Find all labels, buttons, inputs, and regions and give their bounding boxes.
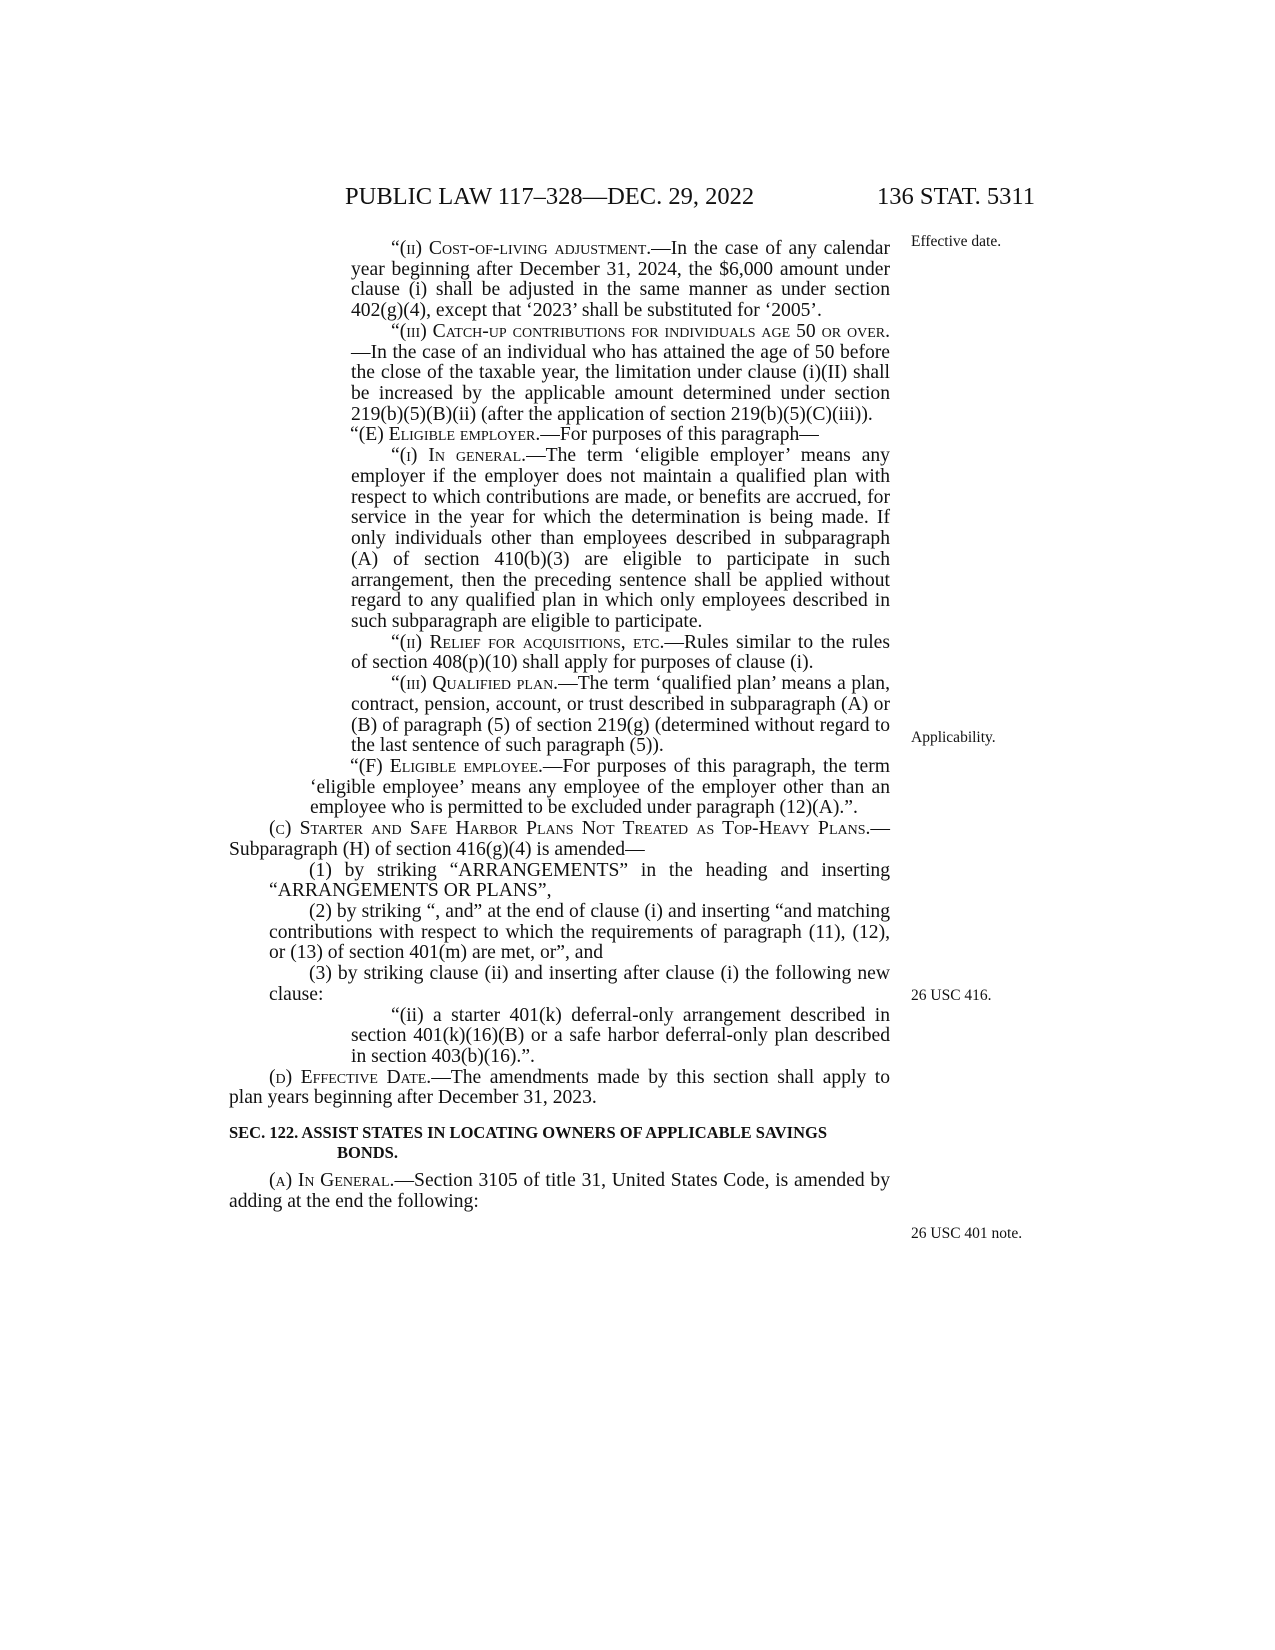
clause-iii-catch-up: “(iii) Catch-up contributions for individuals age 50 or over.—In the case of an individual who has attained the age of 50 before the close of the taxable year, the limitation under clause (i)(II) shall be increased by the applicable amount determined under section 219(b)(5)(B)(ii) (after the application of section 219(b)(5)(C)(iii)). <box>351 320 890 425</box>
header-public-law: PUBLIC LAW 117–328—DEC. 29, 2022 <box>345 183 755 210</box>
subsection-d-effective-date: (d) Effective Date.—The amendments made by this section shall apply to plan years beginning after December 31, 2023. <box>229 1066 890 1109</box>
margin-note-26-usc-401: 26 USC 401 note. <box>911 1225 1023 1242</box>
quoted-clause-ii: “(ii) a starter 401(k) deferral-only arrangement described in section 401(k)(16)(B) or a safe harbor deferral-only plan described in section 403(b)(16).”. <box>351 1004 890 1068</box>
clause-e-ii-relief: “(ii) Relief for acquisitions, etc.—Rules similar to the rules of section 408(p)(10) shall apply for purposes of clause (i). <box>351 631 890 674</box>
header-stat-page: 136 STAT. 5311 <box>877 183 1035 210</box>
subsection-c-starter-plans: (c) Starter and Safe Harbor Plans Not Treated as Top-Heavy Plans.—Subparagraph (H) of section 416(g)(4) is amended— <box>229 818 890 860</box>
page-header <box>345 183 1035 219</box>
item-c-1: (1) by striking “ARRANGEMENTS” in the heading and inserting “ARRANGEMENTS OR PLANS”, <box>269 859 890 902</box>
clause-e-i-in-general: “(i) In general.—The term ‘eligible employer’ means any employer if the employer does not maintain a qualified plan with respect to which contributions are made, or benefits are accrued, for service in the year for which the determination is being made. If only individuals other than employees described in subparagraph (A) of section 410(b)(3) are eligible to participate in such arrangement, then the preceding sentence shall be applied without regard to any qualified plan in which only employees described in such subparagraph are eligible to participate. <box>351 445 890 632</box>
clause-e-iii-qualified-plan: “(iii) Qualified plan.—The term ‘qualified plan’ means a plan, contract, pension, account, or trust described in subparagraph (A) or (B) of paragraph (5) of section 219(g) (determined without regard to the last sentence of such paragraph (5)). <box>351 673 890 757</box>
document-body <box>229 239 890 1213</box>
margin-note-26-usc-416: 26 USC 416. <box>911 987 992 1004</box>
subparagraph-e-eligible-employer: “(E) Eligible employer.—For purposes of this paragraph— <box>350 424 819 446</box>
subparagraph-f-eligible-employee: “(F) Eligible employee.—For purposes of this paragraph, the term ‘eligible employee’ means any employee of the employer other than an employee who is permitted to be excluded under paragraph (12)(A).”. <box>310 755 890 819</box>
section-122-heading: SEC. 122. ASSIST STATES IN LOCATING OWNERS OF APPLICABLE SAVINGS BONDS. <box>229 1123 827 1163</box>
margin-note-effective-date: Effective date. <box>911 233 1002 250</box>
subsection-a-in-general: (a) In General.—Section 3105 of title 31, United States Code, is amended by adding at the end the following: <box>229 1170 890 1212</box>
clause-ii-cost-of-living: “(ii) Cost-of-living adjustment.—In the case of any calendar year beginning after December 31, 2024, the $6,000 amount under clause (i) shall be adjusted in the same manner as under section 402(g)(4), except that ‘2023’ shall be substituted for ‘2005’. <box>351 238 890 322</box>
item-c-3: (3) by striking clause (ii) and inserting after clause (i) the following new clause: <box>269 963 890 1005</box>
margin-note-applicability: Applicability. <box>911 729 996 746</box>
item-c-2: (2) by striking “, and” at the end of clause (i) and inserting “and matching contributions with respect to which the requirements of paragraph (11), (12), or (13) of section 401(m) are met, or”, and <box>269 901 890 964</box>
